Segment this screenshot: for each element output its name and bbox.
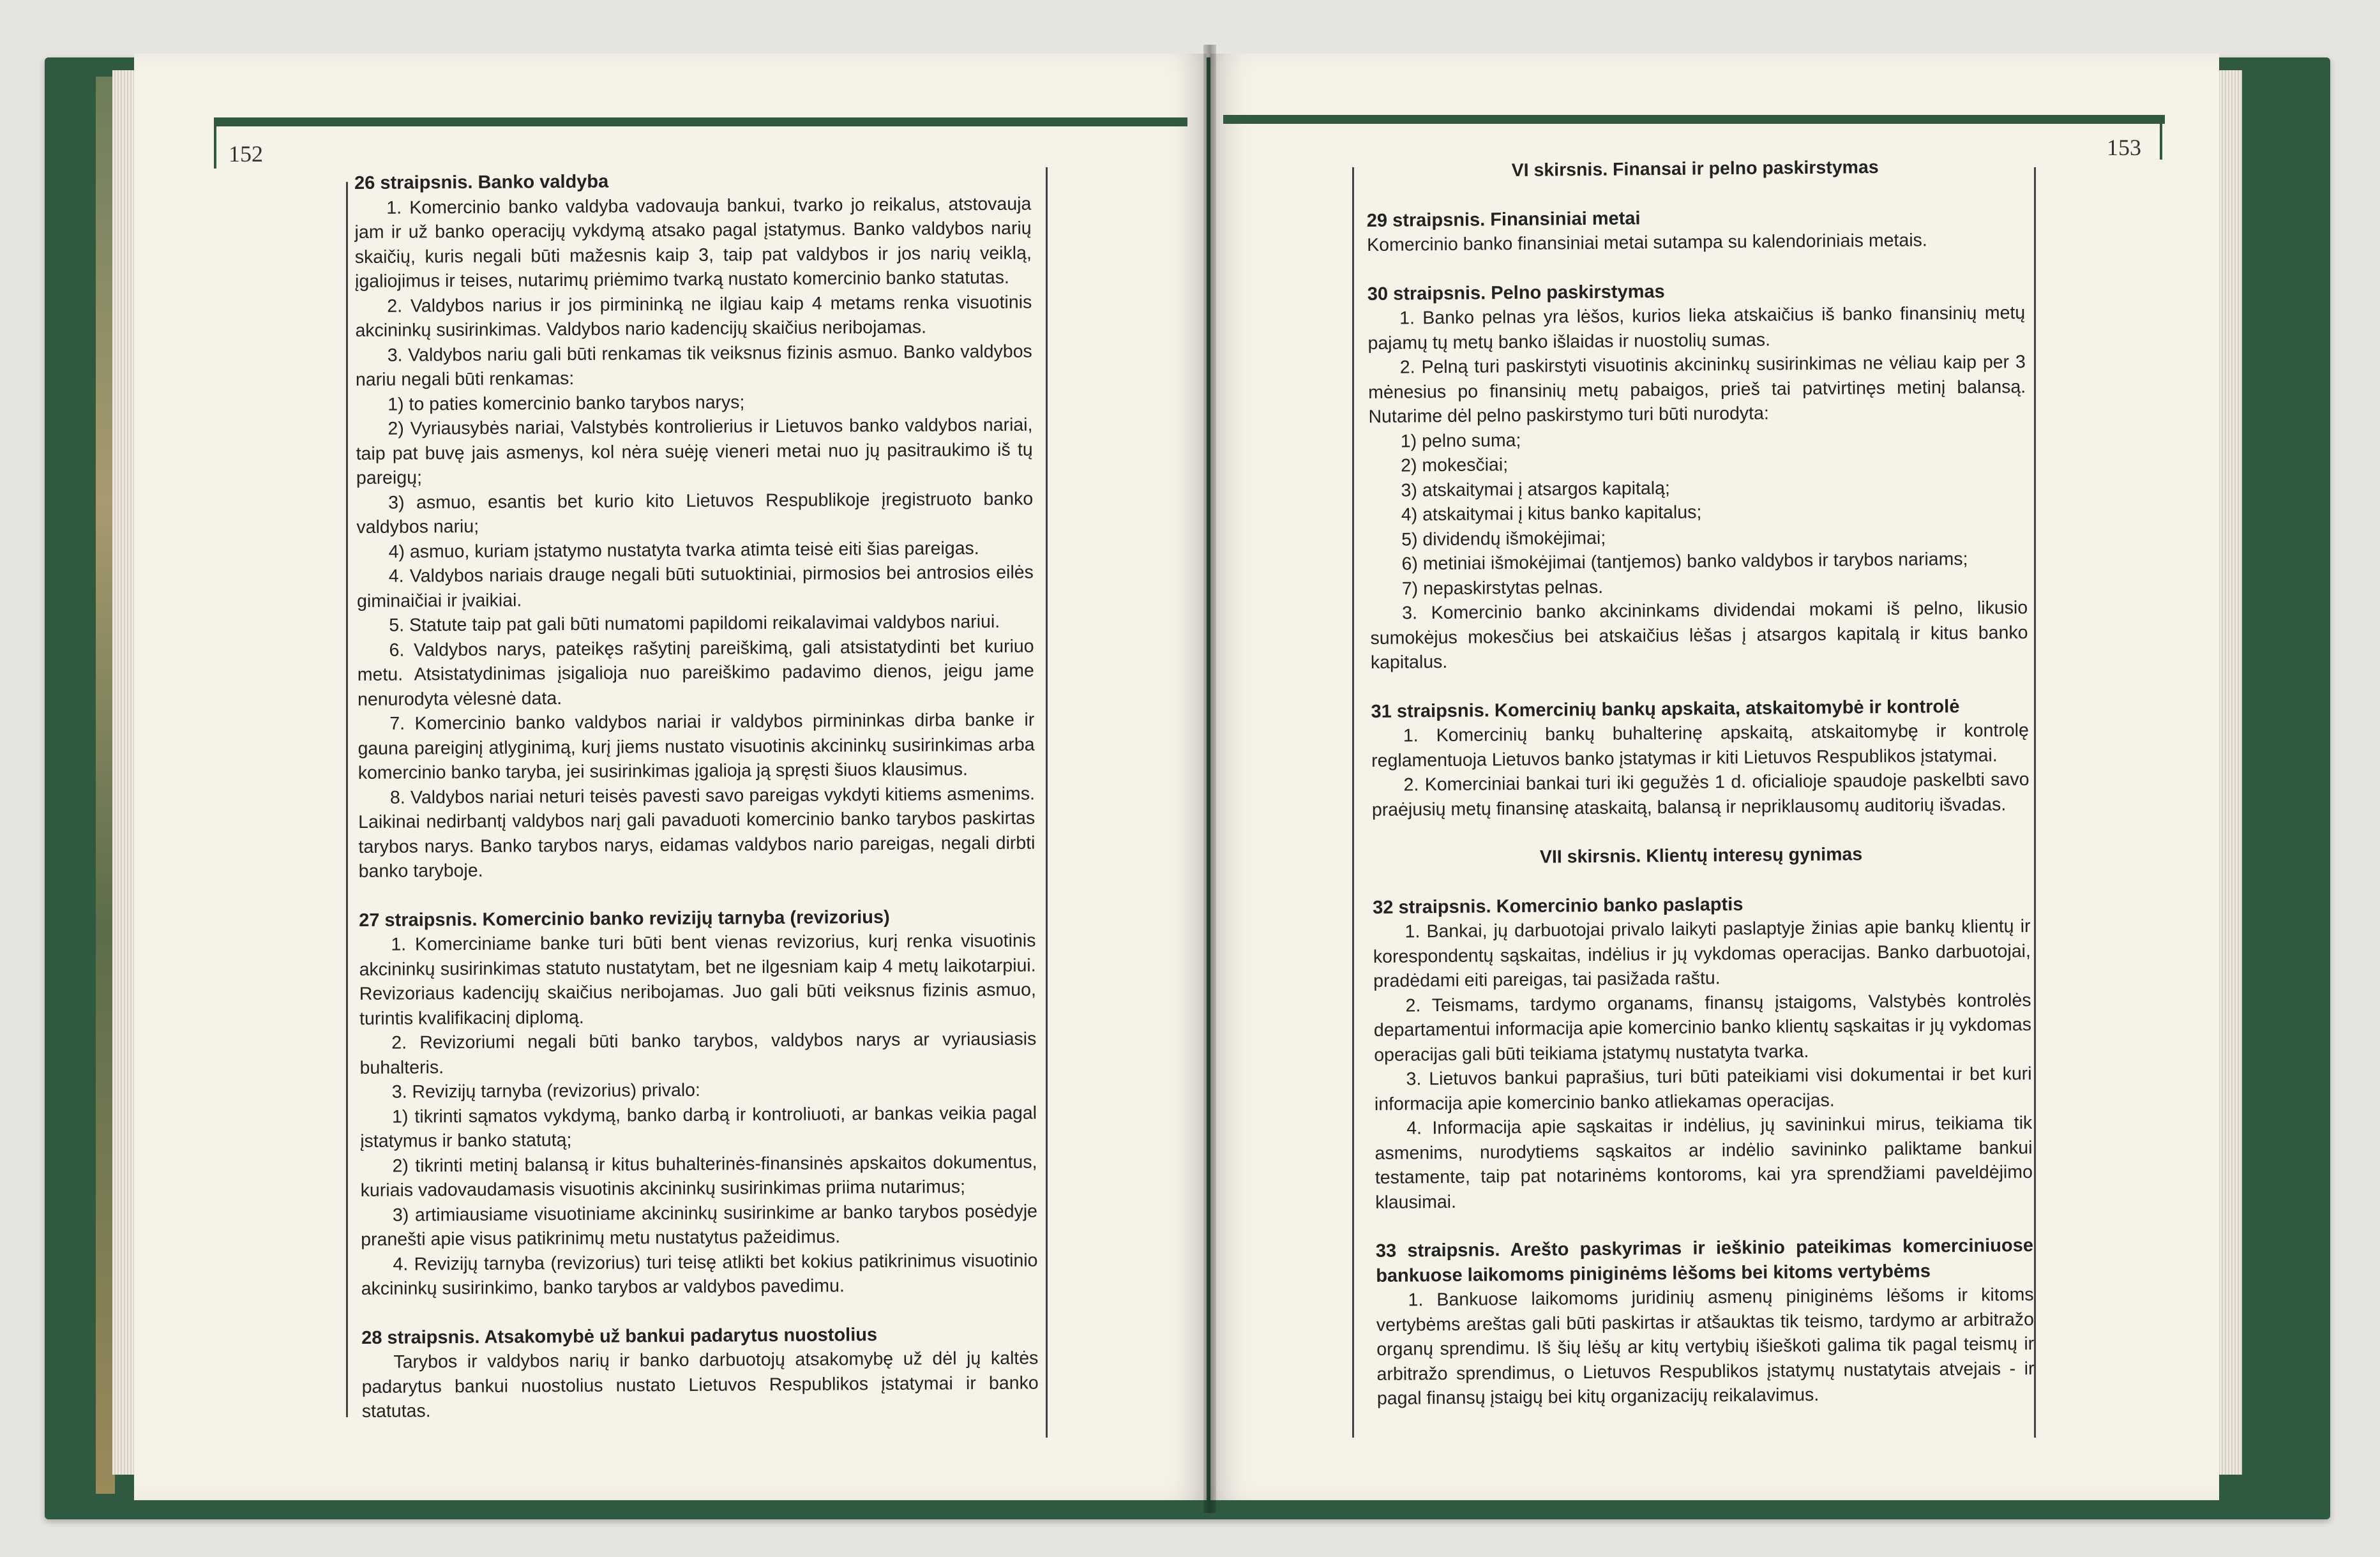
page-number: 152 [229,141,263,167]
paragraph: 7. Komercinio banko valdybos nariai ir valdybos pirmininkas dirba banke ir gauna pareiginį atlyginimą, kurį jiems nustato visuotinis akcininkų susirinkimas arba komercinio banko taryba, jei susirinkimas įgalioja ją spręsti šiuos klausimus. [358,709,1035,783]
paragraph: 3) artimiausiame visuotiniame akcininkų susirinkime ar banko tarybos posėdyje pranešti apie visus patikrinimų metu nustatytus pažeidimus. [361,1200,1038,1250]
header-rule-tick [2160,115,2162,160]
right-text-column [1366,154,2035,1411]
article-heading: 32 straipsnis. Komercinio banko paslaptis [1373,894,1744,918]
section-heading: VI skirsnis. Finansai ir pelno paskirstymas [1511,156,1879,181]
paragraph: 1) tikrinti sąmatos vykdymą, banko darbą ir kontroliuoti, ar bankas veikia pagal įstatymus ir banko statutą; [360,1102,1037,1152]
article-heading: 33 straipsnis. Arešto paskyrimas ir ieškinio pateikimas komerciniuose bankuose laikomoms piniginėms lėšoms bei kitoms vertybėms [1375,1235,2034,1286]
column-border [1352,167,1354,1438]
column-border [346,182,348,1417]
paragraph: 1) to paties komercinio banko tarybos narys; [388,391,745,415]
article-heading: 26 straipsnis. Banko valdyba [354,171,609,193]
paragraph: 1. Bankuose laikomoms juridinių asmenų piniginėms lėšoms ir kitoms vertybėms areštas gali būti paskirtas ir atšauktas tik teismo, tardymo ar arbitražo organų sprendimu. Iš šių lėšų ar kitų vertybių išieškoti galima tik pagal teismų ir arbitražo sprendimus, o Lietuvos Respublikos įstatymų nustatytais atvejais - ir pagal finansų įstaigų bei kitų organizacijų reikalavimus. [1376,1284,2035,1409]
paragraph: 3. Revizijų tarnyba (revizorius) privalo: [391,1079,700,1102]
paragraph: 1. Komerciniame banke turi būti bent vienas revizorius, kurį renka visuotinis akcininkų susirinkimas statuto nustatytam, bet ne ilgesniam kaip 4 metų laikotarpiui. Revizoriaus kadencijų skaičius neribojamas. Juo gali būti veiksnus fizinis asmuo, turintis kvalifikacinį diplomą. [359,930,1036,1029]
article-heading: 27 straipsnis. Komercinio banko revizijų tarnyba (revizorius) [359,906,890,931]
paragraph: 4) atskaitymai į kitus banko kapitalus; [1401,502,1702,525]
paragraph: 1) pelno suma; [1400,430,1521,452]
paragraph: Komercinio banko finansiniai metai sutampa su kalendoriniais metais. [1367,230,1927,255]
paragraph: 6) metiniai išmokėjimai (tantjemos) banko valdybos ir tarybos nariams; [1401,548,1968,575]
article-heading: 30 straipsnis. Pelno paskirstymas [1367,281,1665,305]
paragraph: 2) Vyriausybės nariai, Valstybės kontrolierius ir Lietuvos banko valdybos nariai, taip pat buvę jais asmenys, kol nėra suėję vieneri metai nuo jų pasitraukimo iš tų pareigų; [356,414,1033,488]
column-border [2034,167,2036,1438]
paragraph: 1. Bankai, jų darbuotojai privalo laikyti paslaptyje žinias apie bankų klientų ir korespondentų sąskaitas, indėlius ir jų vykdomas operacijas. Banko darbuotojai, pradėdami eiti pareigas, tai pasižada raštu. [1373,915,2031,991]
section-heading: VII skirsnis. Klientų interesų gynimas [1539,844,1863,868]
paragraph: 4) asmuo, kuriam įstatymo nustatyta tvarka atimta teisė eiti šias pareigas. [388,538,979,562]
paragraph: 2. Pelną turi paskirstyti visuotinis akcininkų susirinkimas ne vėliau kaip per 3 mėnesius po finansinių metų pabaigos, prieš tai patvirtinęs metinį balansą. Nutarime dėl pelno paskirstymo turi būti nurodyta: [1368,351,2026,427]
header-rule-tick [214,117,216,169]
paragraph: 2) tikrinti metinį balansą ir kitus buhalterinės-finansinės apskaitos dokumentus, kuriais vadovaudamasis visuotinis akcininkų susirinkimas priima nutarimus; [360,1151,1037,1201]
paragraph: 1. Komercinio banko valdyba vadovauja bankui, tvarko jo reikalus, atstovauja jam ir už banko operacijų vykdymą atsako pagal įstatymus. Banko valdybos narių skaičių, kuris negali būti mažesnis kaip 3, taip pat valdybos ir jos narių veiklą, įgaliojimus ir teises, nutarimų priėmimo tvarką nustato komercinio banko statutas. [354,193,1032,292]
paragraph: 2. Komerciniai bankai turi iki gegužės 1 d. oficialioje spaudoje paskelbti savo praėjusių metų finansinę ataskaitą, balansą ir nepriklausomų auditorių išvadas. [1371,769,2030,820]
column-border [1046,167,1048,1438]
header-rule [214,117,1187,126]
paragraph: 4. Informacija apie sąskaitas ir indėlius, jų savininkui mirus, teikiama tik asmenims, nurodytiems sąskaitos ar indėlio savininko paliktame bankui testamente, taip pat notarinėms kontoroms, kai yra sprendžiami paveldėjimo klausimai. [1375,1112,2033,1213]
paragraph: 1. Banko pelnas yra lėšos, kurios lieka atskaičius iš banko finansinių metų pajamų tų metų banko išlaidas ir nuostolių sumas. [1367,303,2026,354]
paragraph: 6. Valdybos narys, pateikęs rašytinį pareiškimą, gali atsistatydinti bet kuriuo metu. Atsistatydinimas įsigalioja nuo pareiškimo padavimo dienos, jeigu jame nenurodyta vėlesnė data. [357,636,1034,710]
paragraph: 5) dividendų išmokėjimai; [1401,527,1606,550]
article-heading: 31 straipsnis. Komercinių bankų apskaita, atskaitomybė ir kontrolė [1371,696,1960,722]
header-rule [1223,115,2165,124]
paragraph: 4. Revizijų tarnyba (revizorius) turi teisę atlikti bet kokius patikrinimus visuotinio akcininkų susirinkimo, banko tarybos ar valdybos pavedimu. [361,1249,1038,1299]
paragraph: 3) asmuo, esantis bet kurio kito Lietuvos Respublikoje įregistruoto banko valdybos nariu; [356,488,1034,538]
paragraph: 2. Valdybos narius ir jos pirmininką ne ilgiau kaip 4 metams renka visuotinis akcininkų susirinkimas. Valdybos nario kadencijų skaičius neribojamas. [355,292,1032,341]
paragraph: 3) atskaitymai į atsargos kapitalą; [1401,478,1671,501]
paragraph: 4. Valdybos nariais drauge negali būti sutuoktiniai, pirmosios bei antrosios eilės giminaičiai ir įvaikiai. [357,562,1034,612]
paragraph: Tarybos ir valdybos narių ir banko darbuotojų atsakomybę už dėl jų kaltės padarytus bankui nuostolius nustato Lietuvos Respublikos įstatymai ir banko statutas. [361,1348,1039,1422]
paragraph: 3. Komercinio banko akcininkams dividendai mokami iš pelno, likusio sumokėjus mokesčius bei atskaičius lėšas į atsargos kapitalą ir kitus banko kapitalus. [1370,597,2028,673]
paragraph: 2. Revizoriumi negali būti banko tarybos, valdybos narys ar vyriausiasis buhalteris. [359,1028,1037,1078]
book-spine [1203,45,1216,1513]
left-text-column [354,167,1039,1424]
paragraph: 2) mokesčiai; [1401,455,1509,476]
page-edges [2217,70,2242,1475]
page-number: 153 [2107,135,2141,160]
paragraph: 5. Statute taip pat gali būti numatomi papildomi reikalavimai valdybos nariui. [389,611,1000,636]
paragraph-gap [361,1297,1038,1325]
paragraph: 2. Teismams, tardymo organams, finansų įstaigoms, Valstybės kontrolės departamentui informacija apie komercinio banko klientų sąskaitas ir jų vykdomas operacijas gali būti teikiama įstatymų nustatyta tvarka. [1373,989,2032,1065]
article-heading: 29 straipsnis. Finansiniai metai [1366,207,1641,231]
paragraph-gap [359,880,1036,908]
paragraph: 3. Lietuvos bankui paprašius, turi būti pateikiami visi dokumentai ir bet kuri informacija apie komercinio banko atliekamas operacijas. [1374,1063,2032,1115]
article-heading: 28 straipsnis. Atsakomybė už bankui padarytus nuostolius [361,1324,878,1348]
paragraph: 7) nepaskirstytas pelnas. [1401,576,1604,599]
paragraph: 1. Komercinių bankų buhalterinę apskaitą, atskaitomybę ir kontrolę reglamentuoja Lietuvos banko įstatymas ir kiti Lietuvos Respublikos įstatymai. [1371,719,2029,771]
paragraph: 3. Valdybos nariu gali būti renkamas tik veiksnus fizinis asmuo. Banko valdybos nariu negali būti renkamas: [355,341,1032,390]
paragraph: 8. Valdybos nariai neturi teisės pavesti savo pareigas vykdyti kitiems asmenims. Laikinai nedirbantį valdybos narį gali pavaduoti komercinio banko tarybos paskirtas tarybos narys. Banko tarybos narys, eidamas valdybos nario pareigas, negali dirbti banko taryboje. [358,783,1036,882]
